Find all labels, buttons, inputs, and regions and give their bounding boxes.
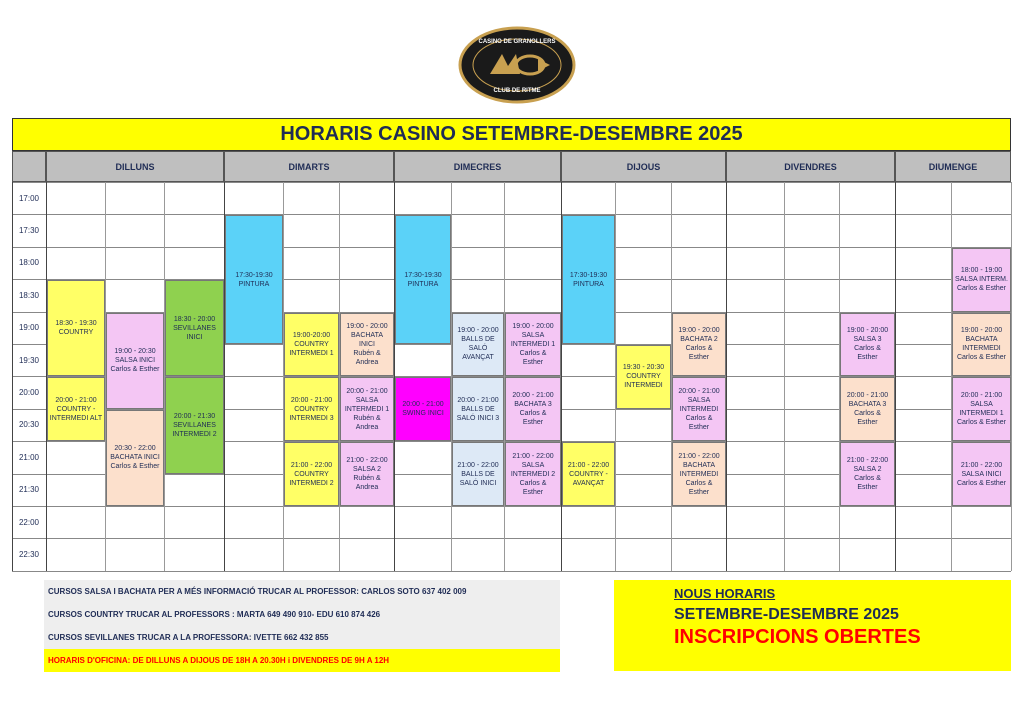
info-line-4: HORARIS D'OFICINA: DE DILLUNS A DIJOUS DE 18H A 20.30H i DIVENDRES DE 9H A 12H: [44, 649, 560, 672]
time-label: 19:30: [18, 355, 40, 365]
info-line-2: CURSOS COUNTRY TRUCAR AL PROFESSORS : MARTA 649 490 910- EDU 610 874 426: [44, 603, 560, 626]
event-wed-balls-avancat[interactable]: [452, 313, 504, 377]
time-label: 22:00: [18, 517, 40, 527]
event-fri-salsa2[interactable]: [840, 442, 895, 506]
event-line: 19:00 - 20:00: [960, 327, 1003, 335]
event-line: 20:00 - 21:00: [290, 396, 333, 404]
event-wed-balls-inici3[interactable]: [452, 377, 504, 441]
event-line: BACHATA: [965, 336, 998, 344]
day-header-dijous: DIJOUS: [561, 151, 726, 182]
event-line: BACHATA: [350, 331, 384, 339]
event-line: 18:30 - 20:00: [173, 315, 216, 323]
event-line: Rubén &: [353, 349, 381, 357]
event-line: 20:00 - 21:00: [346, 387, 388, 395]
event-wed-salsa-int1[interactable]: [505, 313, 561, 377]
event-thu-country-avancat[interactable]: [562, 442, 615, 506]
event-line: BACHATA 3: [514, 401, 552, 409]
event-line: 20:00 - 21:00: [402, 401, 444, 409]
grid-row-line: [12, 279, 1011, 280]
grid-col-line: [726, 182, 727, 571]
event-wed-balls-inici[interactable]: [452, 442, 504, 506]
time-label: 17:30: [18, 226, 40, 236]
event-line: 20:00 - 21:00: [960, 392, 1003, 400]
event-line: Esther: [857, 419, 878, 427]
event-line: INTERMEDI: [679, 405, 719, 413]
event-mon-bachata-inici[interactable]: [106, 410, 164, 506]
event-mon-country-int-alt[interactable]: [47, 377, 105, 441]
event-sun-bachata-int[interactable]: [952, 313, 1011, 377]
grid-col-line: [451, 182, 452, 571]
event-line: INICI: [359, 340, 375, 348]
grid-col-line: [46, 182, 47, 571]
event-line: 21:00 - 22:00: [567, 461, 610, 469]
promo-line-1: NOUS HORARIS: [674, 586, 776, 601]
event-line: 18:30 - 19:30: [55, 320, 97, 328]
event-line: COUNTRY: [294, 340, 329, 348]
event-line: 19:30 - 20:30: [622, 364, 665, 372]
event-tue-salsa-int1[interactable]: [340, 377, 394, 441]
time-label: 20:00: [18, 388, 40, 398]
event-fri-salsa3[interactable]: [840, 313, 895, 377]
event-line: COUNTRY: [294, 405, 329, 413]
event-line: Rubén &: [353, 475, 381, 483]
promo-line-2: SETEMBRE-DESEMBRE 2025: [674, 606, 899, 623]
grid-row-line: [12, 538, 1011, 539]
event-line: BALLS DE: [461, 405, 495, 413]
grid-col-line: [504, 182, 505, 571]
event-line: 17:30-19:30: [404, 271, 442, 279]
grid-col-line: [895, 182, 896, 571]
event-line: 20:00 - 21:30: [173, 412, 216, 420]
event-line: BACHATA 3: [848, 401, 887, 409]
time-header-corner: [12, 151, 46, 182]
time-label: 17:00: [18, 193, 40, 203]
grid-col-line: [784, 182, 785, 571]
event-line: PINTURA: [573, 280, 604, 288]
event-line: 21:00 - 22:00: [678, 452, 720, 460]
grid-col-line: [671, 182, 672, 571]
event-line: Esther: [857, 354, 878, 362]
event-line: 21:00 - 22:00: [346, 457, 388, 465]
event-line: INTERMEDI: [624, 382, 663, 390]
event-line: Esther: [688, 423, 710, 431]
event-line: SALSA 3: [853, 336, 882, 344]
event-line: Andrea: [355, 358, 379, 366]
event-line: Carlos &: [854, 345, 881, 353]
svg-text:CASINO DE GRANOLLERS: CASINO DE GRANOLLERS: [478, 39, 556, 45]
event-thu-salsa-int[interactable]: [672, 377, 726, 441]
event-line: SALSA: [521, 461, 545, 469]
event-tue-bachata-inici[interactable]: [340, 313, 394, 377]
event-line: 19:00 - 20:00: [346, 322, 388, 330]
grid-row-line: [12, 571, 1011, 572]
event-line: Andrea: [355, 423, 379, 431]
event-line: 19:00 - 20:00: [846, 327, 889, 335]
day-header-divendres: DIVENDRES: [726, 151, 895, 182]
event-line: BALLS DE: [461, 336, 495, 344]
event-line: BALLS DE: [461, 470, 495, 478]
time-label: 21:30: [18, 485, 40, 495]
grid-col-line: [951, 182, 952, 571]
event-line: INTERMEDI: [679, 470, 719, 478]
svg-text:CLUB DE RITME: CLUB DE RITME: [493, 88, 541, 94]
event-line: PINTURA: [238, 280, 270, 288]
info-line-1: CURSOS SALSA I BACHATA PER A MÉS INFORMACIÓ TRUCAR AL PROFESSOR: CARLOS SOTO 637 402 009: [44, 580, 560, 603]
event-line: SEVILLANES: [173, 421, 216, 429]
event-tue-pintura[interactable]: [225, 215, 283, 344]
event-line: 20:30 - 22:00: [114, 445, 156, 453]
event-line: INTERMEDI 2: [172, 430, 217, 438]
event-line: 19:00 - 20:00: [678, 327, 720, 335]
event-line: BACHATA INICI: [110, 454, 160, 462]
grid-row-line: [12, 247, 1011, 248]
event-wed-bachata3[interactable]: [505, 377, 561, 441]
schedule-title: HORARIS CASINO SETEMBRE-DESEMBRE 2025: [12, 118, 1011, 151]
event-line: SWING INICI: [402, 410, 444, 418]
grid-col-line: [839, 182, 840, 571]
event-line: SALÓ INICI: [459, 479, 497, 487]
event-line: SALSA: [355, 396, 379, 404]
event-mon-sevillanes-int2[interactable]: [165, 377, 224, 473]
event-line: Carlos & Esther: [956, 479, 1007, 487]
event-line: INICI: [186, 333, 203, 341]
event-line: SALSA: [970, 401, 993, 409]
event-line: Rubén &: [353, 414, 381, 422]
event-wed-pintura[interactable]: [395, 215, 451, 344]
event-line: 21:00 - 22:00: [960, 461, 1003, 469]
event-line: SALSA 2: [352, 466, 382, 474]
event-line: 17:30-19:30: [569, 271, 608, 279]
grid-col-line: [283, 182, 284, 571]
event-line: INTERMEDI 2: [510, 470, 556, 478]
event-line: Carlos &: [685, 345, 713, 353]
event-line: 20:00 - 21:00: [846, 392, 889, 400]
event-sun-salsa-interm[interactable]: [952, 248, 1011, 312]
event-line: INTERMEDI 1: [510, 340, 556, 348]
event-thu-country-int[interactable]: [616, 345, 671, 409]
event-line: Esther: [688, 354, 710, 362]
event-fri-bachata3[interactable]: [840, 377, 895, 441]
event-sun-salsa-int1[interactable]: [952, 377, 1011, 441]
event-thu-bachata-int[interactable]: [672, 442, 726, 506]
day-header-dilluns: DILLUNS: [46, 151, 224, 182]
event-line: 17:30-19:30: [235, 271, 273, 279]
event-line: 20:00 - 21:00: [457, 396, 499, 404]
event-line: INTERMEDI 1: [344, 405, 390, 413]
event-line: BACHATA: [682, 461, 716, 469]
event-line: Carlos & Esther: [956, 419, 1007, 427]
event-wed-swing[interactable]: [395, 377, 451, 441]
event-line: COUNTRY: [58, 329, 94, 337]
event-line: Carlos & Esther: [956, 285, 1007, 293]
event-line: Carlos &: [519, 479, 547, 487]
event-sun-salsa-inici[interactable]: [952, 442, 1011, 506]
event-line: 20:00 - 21:00: [678, 387, 720, 395]
event-line: Carlos &: [685, 479, 713, 487]
grid-col-line: [164, 182, 165, 571]
time-label: 18:00: [18, 258, 40, 268]
event-line: 19:00 - 20:00: [457, 327, 499, 335]
event-line: Esther: [522, 358, 544, 366]
event-mon-sevillanes-inici[interactable]: [165, 280, 224, 376]
event-line: PINTURA: [407, 280, 439, 288]
event-line: SALSA 2: [853, 466, 882, 474]
grid-row-line: [12, 214, 1011, 215]
event-line: 20:00 - 21:00: [55, 396, 97, 404]
promo-box: [614, 580, 1011, 671]
event-line: Carlos & Esther: [110, 366, 160, 374]
event-line: 19:00 - 20:00: [512, 322, 554, 330]
grid-row-line: [12, 182, 1011, 183]
event-line: COUNTRY -: [56, 405, 96, 413]
time-label: 20:30: [18, 420, 40, 430]
grid-col-line: [1011, 182, 1012, 571]
event-line: Carlos &: [854, 410, 881, 418]
schedule-grid: [12, 151, 1011, 571]
event-line: Carlos &: [519, 349, 547, 357]
time-label: 21:00: [18, 452, 40, 462]
event-line: Carlos &: [519, 410, 547, 418]
promo-line-3: INSCRIPCIONS OBERTES: [674, 626, 921, 648]
event-line: Esther: [522, 488, 544, 496]
event-line: INTERMEDI: [962, 345, 1001, 353]
day-header-diumenge: DIUMENGE: [895, 151, 1011, 182]
event-line: 20:00 - 21:00: [512, 392, 554, 400]
event-line: Esther: [688, 488, 710, 496]
event-line: COUNTRY: [294, 470, 329, 478]
grid-row-line: [12, 506, 1011, 507]
event-line: Carlos &: [685, 414, 713, 422]
event-line: SEVILLANES: [173, 324, 216, 332]
event-line: AVANÇAT: [572, 479, 605, 487]
info-line-3: CURSOS SEVILLANES TRUCAR A LA PROFESSORA: IVETTE 662 432 855: [44, 626, 560, 649]
event-line: Carlos &: [854, 475, 881, 483]
event-line: BACHATA 2: [680, 336, 718, 344]
event-tue-country-int3[interactable]: [284, 377, 339, 441]
event-line: INTERMEDI 3: [289, 414, 334, 422]
event-line: Andrea: [355, 484, 379, 492]
event-line: 18:00 - 19:00: [960, 267, 1003, 275]
event-line: SALSA: [687, 396, 711, 404]
event-line: Esther: [522, 419, 544, 427]
event-tue-salsa2[interactable]: [340, 442, 394, 506]
event-mon-salsa-inici[interactable]: [106, 313, 164, 409]
event-line: AVANÇAT: [462, 354, 494, 362]
event-line: INTERMEDI ALT: [49, 414, 103, 422]
day-header-dimecres: DIMECRES: [394, 151, 561, 182]
event-thu-pintura[interactable]: [562, 215, 615, 344]
time-label: 19:00: [18, 323, 40, 333]
event-tue-country-int2[interactable]: [284, 442, 339, 506]
event-line: COUNTRY: [626, 373, 661, 381]
event-line: INTERMEDI 2: [289, 479, 334, 487]
event-line: SALSA INTERM.: [955, 276, 1008, 284]
event-line: SALSA INICI: [961, 470, 1002, 478]
event-wed-salsa-int2[interactable]: [505, 442, 561, 506]
event-line: INTERMEDI 1: [289, 349, 334, 357]
event-line: SALSA INICI: [114, 357, 156, 365]
event-line: 21:00 - 22:00: [290, 461, 333, 469]
event-mon-country[interactable]: [47, 280, 105, 376]
event-line: 21:00 - 22:00: [457, 461, 499, 469]
event-line: Carlos & Esther: [110, 463, 160, 471]
event-thu-bachata2[interactable]: [672, 313, 726, 377]
event-line: 19:00 - 20:30: [114, 348, 156, 356]
event-tue-country-int1[interactable]: [284, 313, 339, 377]
event-line: SALSA: [521, 331, 545, 339]
day-header-dimarts: DIMARTS: [224, 151, 394, 182]
event-line: SALÓ: [468, 345, 488, 353]
grid-col-line: [339, 182, 340, 571]
time-label: 22:30: [18, 550, 40, 560]
club-logo: [458, 26, 576, 104]
event-line: SALÓ INICI 3: [456, 414, 500, 422]
event-line: 21:00 - 22:00: [512, 452, 554, 460]
time-label: 18:30: [18, 290, 40, 300]
event-line: Carlos & Esther: [956, 354, 1007, 362]
event-line: INTERMEDI 1: [959, 410, 1004, 418]
event-line: 21:00 - 22:00: [846, 457, 889, 465]
event-line: Esther: [857, 484, 878, 492]
event-line: COUNTRY -: [569, 470, 608, 478]
event-line: 19:00-20:00: [292, 331, 331, 339]
info-section: [44, 580, 560, 672]
